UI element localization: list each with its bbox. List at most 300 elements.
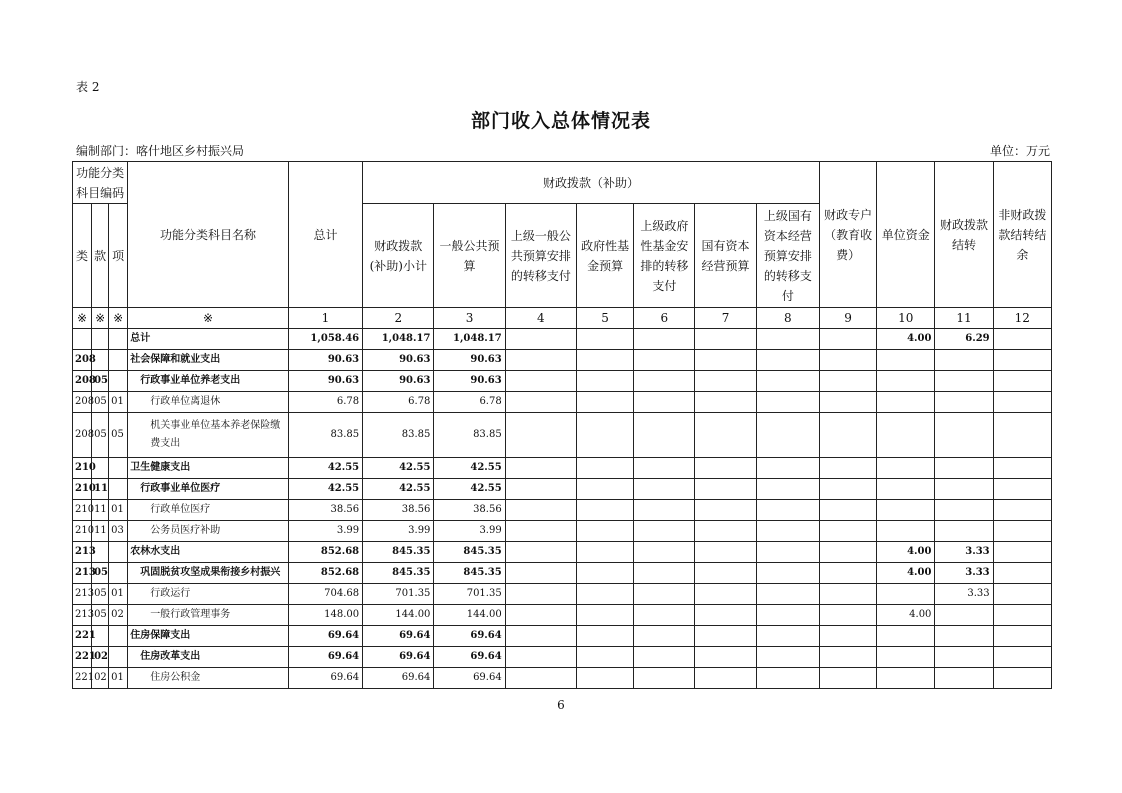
cell-unit-funds [877,392,935,413]
cell-upper-state-capital-transfer [756,605,819,626]
cell-fiscal-subtotal: 83.85 [363,413,434,458]
cell-gov-fund [576,500,633,521]
cell-fiscal-subtotal: 701.35 [363,584,434,605]
cell-fiscal-carryover [935,413,993,458]
cell-kuan: 05 [92,413,109,458]
mark-cell: 3 [434,308,505,329]
mark-cell: ※ [92,308,109,329]
cell-upper-state-capital-transfer [756,521,819,542]
cell-general-budget: 69.64 [434,668,505,689]
table-row [73,542,1052,563]
cell-special-edu [819,521,876,542]
cell-nonfiscal-carryover [993,563,1051,584]
cell-name: 一般行政管理事务 [128,605,289,626]
cell-lei: 213 [73,605,92,626]
cell-fiscal-subtotal: 69.64 [363,626,434,647]
cell-upper-general-transfer [505,647,576,668]
table-row [73,500,1052,521]
cell-fiscal-carryover [935,458,993,479]
cell-fiscal-carryover: 3.33 [935,584,993,605]
cell-kuan: 05 [92,563,109,584]
cell-state-capital [695,647,756,668]
department-label: 编制部门：喀什地区乡村振兴局 [76,144,245,158]
mark-cell: 5 [576,308,633,329]
cell-upper-general-transfer [505,329,576,350]
cell-general-budget: 1,048.17 [434,329,505,350]
cell-upper-gov-fund-transfer [634,626,695,647]
cell-special-edu [819,500,876,521]
cell-upper-general-transfer [505,626,576,647]
cell-name: 机关事业单位基本养老保险缴费支出 [128,413,289,458]
cell-unit-funds [877,500,935,521]
cell-name: 行政单位医疗 [128,500,289,521]
header-total: 总计 [288,162,362,308]
cell-name: 行政事业单位医疗 [128,479,289,500]
cell-lei: 221 [73,668,92,689]
cell-lei: 213 [73,563,92,584]
cell-lei: 208 [73,413,92,458]
cell-unit-funds: 4.00 [877,605,935,626]
cell-lei: 210 [73,458,92,479]
cell-upper-gov-fund-transfer [634,605,695,626]
cell-upper-state-capital-transfer [756,392,819,413]
cell-nonfiscal-carryover [993,329,1051,350]
cell-upper-gov-fund-transfer [634,668,695,689]
cell-special-edu [819,542,876,563]
mark-cell: ※ [73,308,92,329]
cell-fiscal-subtotal: 69.64 [363,668,434,689]
cell-total: 3.99 [288,521,362,542]
cell-upper-gov-fund-transfer [634,563,695,584]
cell-gov-fund [576,542,633,563]
header-gov-fund: 政府性基金预算 [576,204,633,308]
cell-special-edu [819,647,876,668]
table-row [73,413,1052,458]
cell-special-edu [819,458,876,479]
cell-general-budget: 6.78 [434,392,505,413]
cell-xiang [109,647,128,668]
cell-total: 69.64 [288,668,362,689]
mark-cell: 6 [634,308,695,329]
cell-xiang: 01 [109,668,128,689]
cell-name: 住房保障支出 [128,626,289,647]
cell-upper-general-transfer [505,563,576,584]
cell-upper-gov-fund-transfer [634,458,695,479]
cell-kuan: 05 [92,371,109,392]
cell-gov-fund [576,479,633,500]
cell-upper-gov-fund-transfer [634,350,695,371]
cell-total: 852.68 [288,563,362,584]
cell-nonfiscal-carryover [993,542,1051,563]
cell-upper-general-transfer [505,668,576,689]
cell-state-capital [695,521,756,542]
cell-upper-state-capital-transfer [756,542,819,563]
cell-upper-gov-fund-transfer [634,647,695,668]
cell-name: 行政事业单位养老支出 [128,371,289,392]
cell-state-capital [695,668,756,689]
mark-cell: 1 [288,308,362,329]
mark-cell: 10 [877,308,935,329]
header-kuan: 款 [92,204,109,308]
table-row [73,647,1052,668]
cell-nonfiscal-carryover [993,371,1051,392]
cell-upper-gov-fund-transfer [634,371,695,392]
cell-fiscal-carryover [935,668,993,689]
cell-lei: 210 [73,479,92,500]
mark-cell: 4 [505,308,576,329]
cell-nonfiscal-carryover [993,413,1051,458]
cell-general-budget: 845.35 [434,542,505,563]
cell-upper-state-capital-transfer [756,647,819,668]
table-row [73,605,1052,626]
cell-total: 6.78 [288,392,362,413]
cell-general-budget: 38.56 [434,500,505,521]
cell-fiscal-subtotal: 845.35 [363,542,434,563]
cell-upper-general-transfer [505,350,576,371]
table-row [73,458,1052,479]
cell-total: 69.64 [288,647,362,668]
cell-unit-funds [877,584,935,605]
mark-cell: ※ [109,308,128,329]
cell-xiang [109,458,128,479]
cell-unit-funds [877,626,935,647]
cell-nonfiscal-carryover [993,458,1051,479]
cell-unit-funds [877,371,935,392]
mark-cell: 11 [935,308,993,329]
header-nonfiscal-carryover: 非财政拨款结转结余 [993,162,1051,308]
cell-upper-gov-fund-transfer [634,392,695,413]
cell-fiscal-carryover [935,521,993,542]
cell-lei: 221 [73,626,92,647]
cell-upper-general-transfer [505,500,576,521]
header-code-group: 功能分类科目编码 [73,162,128,204]
cell-total: 90.63 [288,371,362,392]
header-fiscal-carryover: 财政拨款结转 [935,162,993,308]
cell-fiscal-carryover [935,479,993,500]
table-row [73,329,1052,350]
cell-total: 852.68 [288,542,362,563]
cell-fiscal-subtotal: 6.78 [363,392,434,413]
cell-unit-funds [877,521,935,542]
cell-upper-gov-fund-transfer [634,521,695,542]
cell-gov-fund [576,626,633,647]
cell-state-capital [695,542,756,563]
cell-state-capital [695,605,756,626]
cell-gov-fund [576,647,633,668]
cell-xiang [109,329,128,350]
cell-upper-state-capital-transfer [756,500,819,521]
cell-kuan [92,329,109,350]
cell-general-budget: 90.63 [434,350,505,371]
cell-special-edu [819,392,876,413]
cell-state-capital [695,584,756,605]
cell-upper-state-capital-transfer [756,350,819,371]
cell-xiang [109,479,128,500]
table-row [73,668,1052,689]
cell-total: 83.85 [288,413,362,458]
table-row [73,626,1052,647]
cell-fiscal-carryover [935,626,993,647]
cell-state-capital [695,500,756,521]
cell-general-budget: 90.63 [434,371,505,392]
cell-xiang: 05 [109,413,128,458]
table-row [73,563,1052,584]
cell-unit-funds [877,479,935,500]
cell-unit-funds [877,668,935,689]
cell-name: 卫生健康支出 [128,458,289,479]
cell-total: 38.56 [288,500,362,521]
cell-upper-general-transfer [505,479,576,500]
cell-upper-state-capital-transfer [756,458,819,479]
table-row [73,584,1052,605]
cell-kuan: 11 [92,521,109,542]
cell-gov-fund [576,563,633,584]
cell-lei: 210 [73,500,92,521]
table-row [73,350,1052,371]
cell-state-capital [695,392,756,413]
cell-fiscal-carryover [935,647,993,668]
cell-general-budget: 42.55 [434,458,505,479]
header-lei: 类 [73,204,92,308]
mark-cell: 8 [756,308,819,329]
cell-upper-state-capital-transfer [756,626,819,647]
cell-nonfiscal-carryover [993,668,1051,689]
cell-upper-general-transfer [505,521,576,542]
cell-unit-funds [877,647,935,668]
cell-fiscal-carryover [935,350,993,371]
header-upper-state-capital-transfer: 上级国有资本经营预算安排的转移支付 [756,204,819,308]
cell-general-budget: 69.64 [434,647,505,668]
cell-total: 42.55 [288,458,362,479]
cell-total: 90.63 [288,350,362,371]
cell-fiscal-carryover [935,392,993,413]
cell-name: 行政单位离退休 [128,392,289,413]
cell-upper-general-transfer [505,371,576,392]
cell-special-edu [819,584,876,605]
cell-xiang: 01 [109,392,128,413]
table-label: 表 2 [76,80,100,94]
table-row [73,479,1052,500]
cell-kuan: 02 [92,647,109,668]
cell-upper-state-capital-transfer [756,563,819,584]
cell-upper-general-transfer [505,458,576,479]
cell-fiscal-carryover [935,605,993,626]
mark-cell: 12 [993,308,1051,329]
cell-special-edu [819,668,876,689]
cell-fiscal-carryover: 6.29 [935,329,993,350]
header-upper-gov-fund-transfer: 上级政府性基金安排的转移支付 [634,204,695,308]
cell-upper-gov-fund-transfer [634,329,695,350]
cell-general-budget: 42.55 [434,479,505,500]
cell-lei: 213 [73,584,92,605]
cell-general-budget: 845.35 [434,563,505,584]
income-summary-table [72,161,1052,689]
cell-state-capital [695,350,756,371]
cell-upper-general-transfer [505,605,576,626]
cell-gov-fund [576,350,633,371]
cell-gov-fund [576,605,633,626]
header-general-budget: 一般公共预算 [434,204,505,308]
cell-nonfiscal-carryover [993,479,1051,500]
cell-special-edu [819,605,876,626]
cell-fiscal-subtotal: 90.63 [363,371,434,392]
page-title: 部门收入总体情况表 [470,110,651,132]
cell-name: 农林水支出 [128,542,289,563]
cell-special-edu [819,350,876,371]
cell-fiscal-carryover [935,371,993,392]
cell-gov-fund [576,371,633,392]
cell-name: 住房公积金 [128,668,289,689]
cell-state-capital [695,626,756,647]
cell-total: 148.00 [288,605,362,626]
cell-lei: 208 [73,392,92,413]
cell-nonfiscal-carryover [993,626,1051,647]
cell-xiang [109,542,128,563]
cell-fiscal-subtotal: 42.55 [363,479,434,500]
cell-kuan: 11 [92,479,109,500]
header-fiscal-subtotal: 财政拨款(补助)小计 [363,204,434,308]
cell-unit-funds [877,413,935,458]
cell-state-capital [695,563,756,584]
cell-fiscal-subtotal: 90.63 [363,350,434,371]
cell-special-edu [819,371,876,392]
cell-state-capital [695,479,756,500]
cell-special-edu [819,479,876,500]
cell-upper-state-capital-transfer [756,668,819,689]
cell-fiscal-carryover [935,500,993,521]
unit-label: 单位：万元 [989,144,1050,158]
header-unit-funds: 单位资金 [877,162,935,308]
cell-lei: 210 [73,521,92,542]
cell-upper-general-transfer [505,542,576,563]
cell-xiang: 01 [109,584,128,605]
cell-upper-gov-fund-transfer [634,479,695,500]
cell-lei: 221 [73,647,92,668]
cell-fiscal-subtotal: 38.56 [363,500,434,521]
cell-name: 公务员医疗补助 [128,521,289,542]
cell-name: 住房改革支出 [128,647,289,668]
cell-total: 1,058.46 [288,329,362,350]
cell-state-capital [695,371,756,392]
cell-special-edu [819,563,876,584]
cell-gov-fund [576,413,633,458]
cell-xiang: 01 [109,500,128,521]
cell-upper-gov-fund-transfer [634,584,695,605]
column-index-row [73,308,1052,329]
cell-general-budget: 83.85 [434,413,505,458]
cell-gov-fund [576,329,633,350]
cell-upper-state-capital-transfer [756,584,819,605]
cell-state-capital [695,329,756,350]
cell-kuan: 05 [92,605,109,626]
cell-xiang [109,350,128,371]
cell-gov-fund [576,458,633,479]
table-row [73,521,1052,542]
cell-name: 巩固脱贫攻坚成果衔接乡村振兴 [128,563,289,584]
cell-nonfiscal-carryover [993,350,1051,371]
mark-cell: 7 [695,308,756,329]
cell-upper-state-capital-transfer [756,479,819,500]
cell-lei [73,329,92,350]
cell-upper-general-transfer [505,392,576,413]
cell-gov-fund [576,392,633,413]
cell-fiscal-subtotal: 144.00 [363,605,434,626]
cell-lei: 208 [73,350,92,371]
header-name: 功能分类科目名称 [128,162,289,308]
cell-fiscal-subtotal: 845.35 [363,563,434,584]
header-fiscal-group: 财政拨款（补助） [363,162,820,204]
mark-cell: 2 [363,308,434,329]
cell-upper-state-capital-transfer [756,329,819,350]
cell-general-budget: 69.64 [434,626,505,647]
cell-general-budget: 701.35 [434,584,505,605]
cell-upper-state-capital-transfer [756,413,819,458]
mark-cell: 9 [819,308,876,329]
cell-upper-gov-fund-transfer [634,542,695,563]
table-row [73,371,1052,392]
cell-upper-general-transfer [505,584,576,605]
cell-name: 社会保障和就业支出 [128,350,289,371]
header-upper-general-transfer: 上级一般公共预算安排的转移支付 [505,204,576,308]
cell-xiang: 03 [109,521,128,542]
cell-unit-funds: 4.00 [877,563,935,584]
cell-nonfiscal-carryover [993,605,1051,626]
cell-gov-fund [576,584,633,605]
cell-unit-funds [877,350,935,371]
cell-kuan: 02 [92,668,109,689]
cell-unit-funds [877,458,935,479]
cell-xiang [109,563,128,584]
cell-general-budget: 144.00 [434,605,505,626]
cell-upper-gov-fund-transfer [634,500,695,521]
cell-fiscal-carryover: 3.33 [935,542,993,563]
table-row [73,392,1052,413]
cell-upper-state-capital-transfer [756,371,819,392]
cell-special-edu [819,329,876,350]
cell-fiscal-subtotal: 69.64 [363,647,434,668]
cell-unit-funds: 4.00 [877,329,935,350]
cell-fiscal-subtotal: 42.55 [363,458,434,479]
cell-upper-gov-fund-transfer [634,413,695,458]
header-xiang: 项 [109,204,128,308]
page-number: 6 [557,698,565,712]
cell-special-edu [819,413,876,458]
cell-total: 704.68 [288,584,362,605]
cell-xiang [109,626,128,647]
cell-upper-general-transfer [505,413,576,458]
cell-lei: 213 [73,542,92,563]
cell-nonfiscal-carryover [993,647,1051,668]
cell-gov-fund [576,668,633,689]
cell-name: 行政运行 [128,584,289,605]
cell-fiscal-subtotal: 1,048.17 [363,329,434,350]
cell-total: 69.64 [288,626,362,647]
cell-name: 总计 [128,329,289,350]
cell-fiscal-subtotal: 3.99 [363,521,434,542]
cell-xiang: 02 [109,605,128,626]
cell-nonfiscal-carryover [993,392,1051,413]
cell-kuan: 11 [92,500,109,521]
header-state-capital: 国有资本经营预算 [695,204,756,308]
cell-kuan: 05 [92,584,109,605]
cell-gov-fund [576,521,633,542]
cell-xiang [109,371,128,392]
header-special-edu: 财政专户（教育收费） [819,162,876,308]
cell-lei: 208 [73,371,92,392]
cell-general-budget: 3.99 [434,521,505,542]
mark-cell: ※ [128,308,289,329]
cell-special-edu [819,626,876,647]
